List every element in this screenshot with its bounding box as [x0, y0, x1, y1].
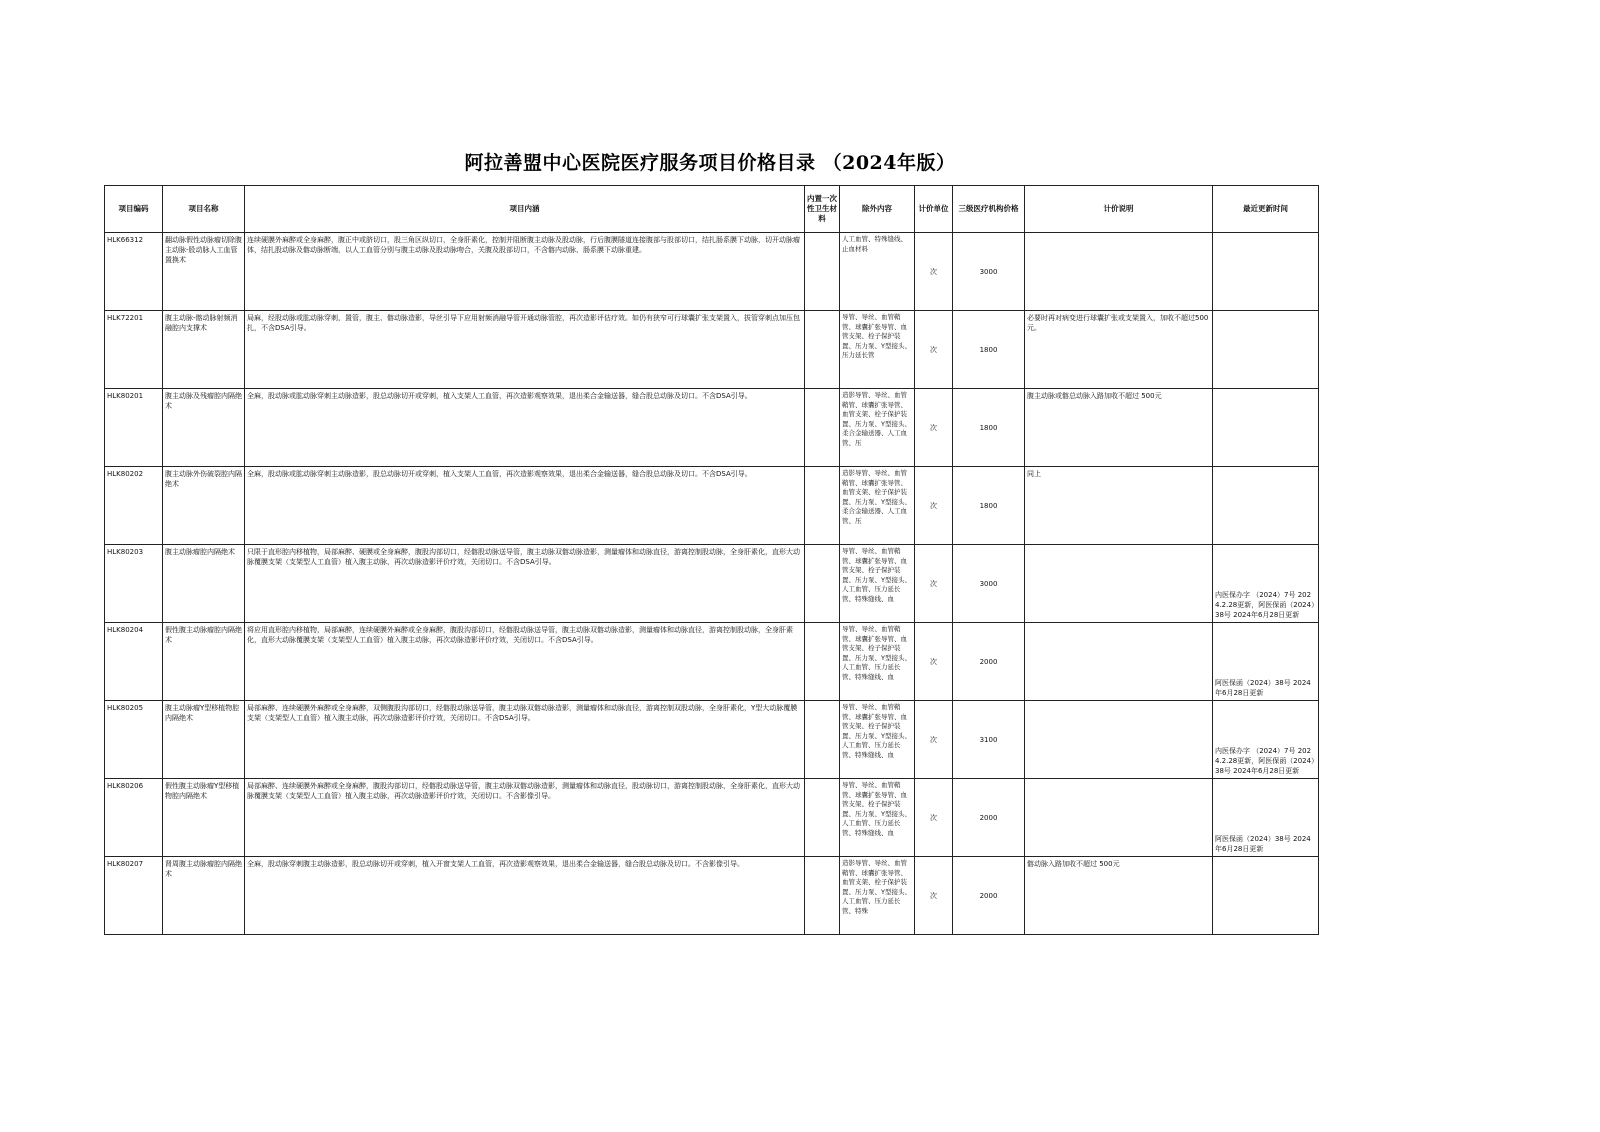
header-content: 项目内涵: [245, 186, 805, 233]
cell-note: [1025, 233, 1213, 311]
cell-included: [805, 545, 840, 623]
cell-updated: 内医保办字 （2024）7号 2024.2.28更新，阿医保函（2024）38号 2024年6月28日更新: [1213, 545, 1319, 623]
cell-name: 假性腹主动脉瘤腔内隔绝术: [163, 623, 245, 701]
cell-name: 假性腹主动脉瘤Y型移植物腔内隔绝术: [163, 779, 245, 857]
cell-note: [1025, 701, 1213, 779]
header-code: 项目编码: [105, 186, 163, 233]
header-price: 三级医疗机构价格: [953, 186, 1025, 233]
cell-unit: 次: [915, 857, 953, 935]
cell-note: 腹主动脉或髂总动脉入路加收不超过 500元: [1025, 389, 1213, 467]
cell-code: HLK72201: [105, 311, 163, 389]
cell-price: 2000: [953, 623, 1025, 701]
cell-unit: 次: [915, 389, 953, 467]
cell-name: 翻动脉假性动脉瘤切除腹主动脉-股动脉人工血管置换术: [163, 233, 245, 311]
cell-unit: 次: [915, 233, 953, 311]
table-row: [105, 701, 1319, 779]
cell-code: HLK80205: [105, 701, 163, 779]
cell-updated: [1213, 311, 1319, 389]
cell-name: 腹主动脉瘤腔内隔绝术: [163, 545, 245, 623]
cell-content: 将应用直形腔内移植物，局部麻醉，连续硬膜外麻醉或全身麻醉，腹股沟部切口，经髂股动脉送导管，腹主动脉双髂动脉造影，测量瘤体和动脉直径，游离控制股动脉，全身肝素化，直形大动脉覆膜支架（支架型人工血管）植入腹主动脉，再次动脉造影评价疗效，关闭切口。不含DSA引导。: [245, 623, 805, 701]
cell-price: 1800: [953, 467, 1025, 545]
table-row: [105, 311, 1319, 389]
cell-updated: [1213, 389, 1319, 467]
cell-updated: [1213, 233, 1319, 311]
cell-note: [1025, 623, 1213, 701]
page-title: 阿拉善盟中心医院医疗服务项目价格目录 （2024年版）: [464, 152, 956, 174]
table-body: [105, 233, 1319, 935]
table-row: [105, 623, 1319, 701]
cell-content: 全麻，股动脉或肱动脉穿刺主动脉造影，股总动脉切开或穿刺，植入支架人工血管，再次造影观察效果，退出柔合金输送器，缝合股总动脉及切口。不含DSA引导。: [245, 467, 805, 545]
cell-name: 腹主动脉瘤Y型移植物腔内隔绝术: [163, 701, 245, 779]
cell-included: [805, 311, 840, 389]
cell-note: [1025, 545, 1213, 623]
cell-included: [805, 779, 840, 857]
cell-unit: 次: [915, 311, 953, 389]
cell-unit: 次: [915, 701, 953, 779]
cell-name: 腹主动脉及残瘤腔内隔绝术: [163, 389, 245, 467]
cell-price: 3000: [953, 545, 1025, 623]
cell-code: HLK80203: [105, 545, 163, 623]
cell-price: 1800: [953, 311, 1025, 389]
cell-price: 2000: [953, 779, 1025, 857]
table-row: [105, 467, 1319, 545]
cell-note: 同上: [1025, 467, 1213, 545]
cell-included: [805, 467, 840, 545]
cell-excluded: 造影导管、导丝、血管鞘管、球囊扩张导管、血管支架、栓子保护装置、压力泵、Y型接头、柔合金输送器、人工血管、压: [840, 467, 915, 545]
cell-price: 3100: [953, 701, 1025, 779]
cell-updated: [1213, 467, 1319, 545]
cell-code: HLK80204: [105, 623, 163, 701]
cell-unit: 次: [915, 623, 953, 701]
cell-included: [805, 701, 840, 779]
cell-content: 连续硬膜外麻醉或全身麻醉，腹正中或脐切口，股三角区纵切口，全身肝素化，控制并阻断腹主动脉及股动脉，行后腹膜隧道连接腹部与股部切口，结扎肠系膜下动脉，切开动脉瘤体，结扎股动脉及髂动脉断端，以人工血管分别与腹主动脉及股动脉吻合，关腹及股部切口，不含髂内动脉、肠系膜下动脉重建。: [245, 233, 805, 311]
cell-unit: 次: [915, 545, 953, 623]
cell-code: HLK80207: [105, 857, 163, 935]
cell-excluded: 人工血管、特殊缝线、止血材料: [840, 233, 915, 311]
cell-note: 必要时再对病变进行球囊扩张或支架置入，加收不超过500元。: [1025, 311, 1213, 389]
cell-excluded: 导管、导丝、血管鞘管、球囊扩张导管、血管支架、栓子保护装置、压力泵、Y型接头、人工血管、压力延长管、特殊缝线、血: [840, 779, 915, 857]
cell-excluded: 导管、导丝、血管鞘管、球囊扩张导管、血管支架、栓子保护装置、压力泵、Y型接头、压力延长管: [840, 311, 915, 389]
table-row: [105, 233, 1319, 311]
header-name: 项目名称: [163, 186, 245, 233]
cell-content: 全麻，股动脉穿刺腹主动脉造影，股总动脉切开或穿刺，植入开窗支架人工血管，再次造影观察效果，退出柔合金输送器，缝合股总动脉及切口。不含影像引导。: [245, 857, 805, 935]
cell-unit: 次: [915, 467, 953, 545]
cell-content: 只限于直形腔内移植物，局部麻醉、硬膜或全身麻醉，腹股沟部切口，经髂股动脉送导管，腹主动脉双髂动脉造影，测量瘤体和动脉直径，游离控制股动脉，全身肝素化，直形大动脉覆膜支架（支架型人工血管）植入腹主动脉，再次动脉造影评价疗效，关闭切口。不含DSA引导。: [245, 545, 805, 623]
table-row: [105, 545, 1319, 623]
cell-code: HLK80206: [105, 779, 163, 857]
cell-included: [805, 623, 840, 701]
cell-note: [1025, 779, 1213, 857]
cell-included: [805, 389, 840, 467]
cell-excluded: 导管、导丝、血管鞘管、球囊扩张导管、血管支架、栓子保护装置、压力泵、Y型接头、人工血管、压力延长管、特殊缝线、血: [840, 623, 915, 701]
table-header: [105, 186, 1319, 233]
cell-code: HLK80202: [105, 467, 163, 545]
header-updated: 最近更新时间: [1213, 186, 1319, 233]
cell-price: 2000: [953, 857, 1025, 935]
cell-name: 肾周腹主动脉瘤腔内隔绝术: [163, 857, 245, 935]
cell-content: 全麻，股动脉或肱动脉穿刺主动脉造影，股总动脉切开或穿刺，植入支架人工血管，再次造影观察效果，退出柔合金输送器，缝合股总动脉及切口。不含DSA引导。: [245, 389, 805, 467]
cell-excluded: 导管、导丝、血管鞘管、球囊扩张导管、血管支架、栓子保护装置、压力泵、Y型接头、人工血管、压力延长管、特殊缝线、血: [840, 545, 915, 623]
cell-price: 1800: [953, 389, 1025, 467]
cell-updated: 内医保办字 （2024）7号 2024.2.28更新，阿医保函（2024）38号 2024年6月28日更新: [1213, 701, 1319, 779]
cell-content: 局部麻醉、连续硬膜外麻醉或全身麻醉，双侧腹股沟部切口，经髂股动脉送导管，腹主动脉双髂动脉造影，测量瘤体和动脉直径，游离控制双股动脉，全身肝素化，Y型大动脉覆膜支架（支架型人工血管）植入腹主动脉，再次动脉造影评价疗效，关闭切口。不含DSA引导。: [245, 701, 805, 779]
cell-included: [805, 233, 840, 311]
cell-price: 3000: [953, 233, 1025, 311]
cell-excluded: 造影导管、导丝、血管鞘管、球囊扩张导管、血管支架、栓子保护装置、压力泵、Y型接头、人工血管、压力延长管、特殊: [840, 857, 915, 935]
cell-updated: 阿医保函（2024）38号 2024年6月28日更新: [1213, 779, 1319, 857]
cell-excluded: 造影导管、导丝、血管鞘管、球囊扩张导管、血管支架、栓子保护装置、压力泵、Y型接头、柔合金输送器、人工血管、压: [840, 389, 915, 467]
header-note: 计价说明: [1025, 186, 1213, 233]
cell-unit: 次: [915, 779, 953, 857]
header-unit: 计价单位: [915, 186, 953, 233]
table-row: [105, 779, 1319, 857]
cell-note: 髂动脉入路加收不超过 500元: [1025, 857, 1213, 935]
price-table: [104, 185, 1319, 935]
cell-updated: 阿医保函（2024）38号 2024年6月28日更新: [1213, 623, 1319, 701]
cell-content: 局部麻醉、连续硬膜外麻醉或全身麻醉，腹股沟部切口，经髂股动脉送导管，腹主动脉双髂动脉造影，测量瘤体和动脉直径，股动脉切口，游离控制股动脉，全身肝素化，直形大动脉覆膜支架（支架型人工血管）植入腹主动脉，再次动脉造影评价疗效，关闭切口。不含影像引导。: [245, 779, 805, 857]
cell-name: 腹主动脉外伤破裂腔内隔绝术: [163, 467, 245, 545]
header-excluded: 除外内容: [840, 186, 915, 233]
cell-included: [805, 857, 840, 935]
cell-excluded: 导管、导丝、血管鞘管、球囊扩张导管、血管支架、栓子保护装置、压力泵、Y型接头、人工血管、压力延长管、特殊缝线、血: [840, 701, 915, 779]
cell-updated: [1213, 857, 1319, 935]
cell-code: HLK80201: [105, 389, 163, 467]
cell-code: HLK66312: [105, 233, 163, 311]
cell-content: 局麻，经股动脉或肱动脉穿刺，置管，腹主、髂动脉造影，导丝引导下应用射频消融导管开通动脉管腔，再次造影评估疗效。如仍有狭窄可行球囊扩张支架置入，拔管穿刺点加压包扎，不含DSA引导。: [245, 311, 805, 389]
header-included: 内置一次性卫生材料: [805, 186, 840, 233]
table-row: [105, 389, 1319, 467]
cell-name: 腹主动脉-髂动脉射频消融腔内支撑术: [163, 311, 245, 389]
table-row: [105, 857, 1319, 935]
